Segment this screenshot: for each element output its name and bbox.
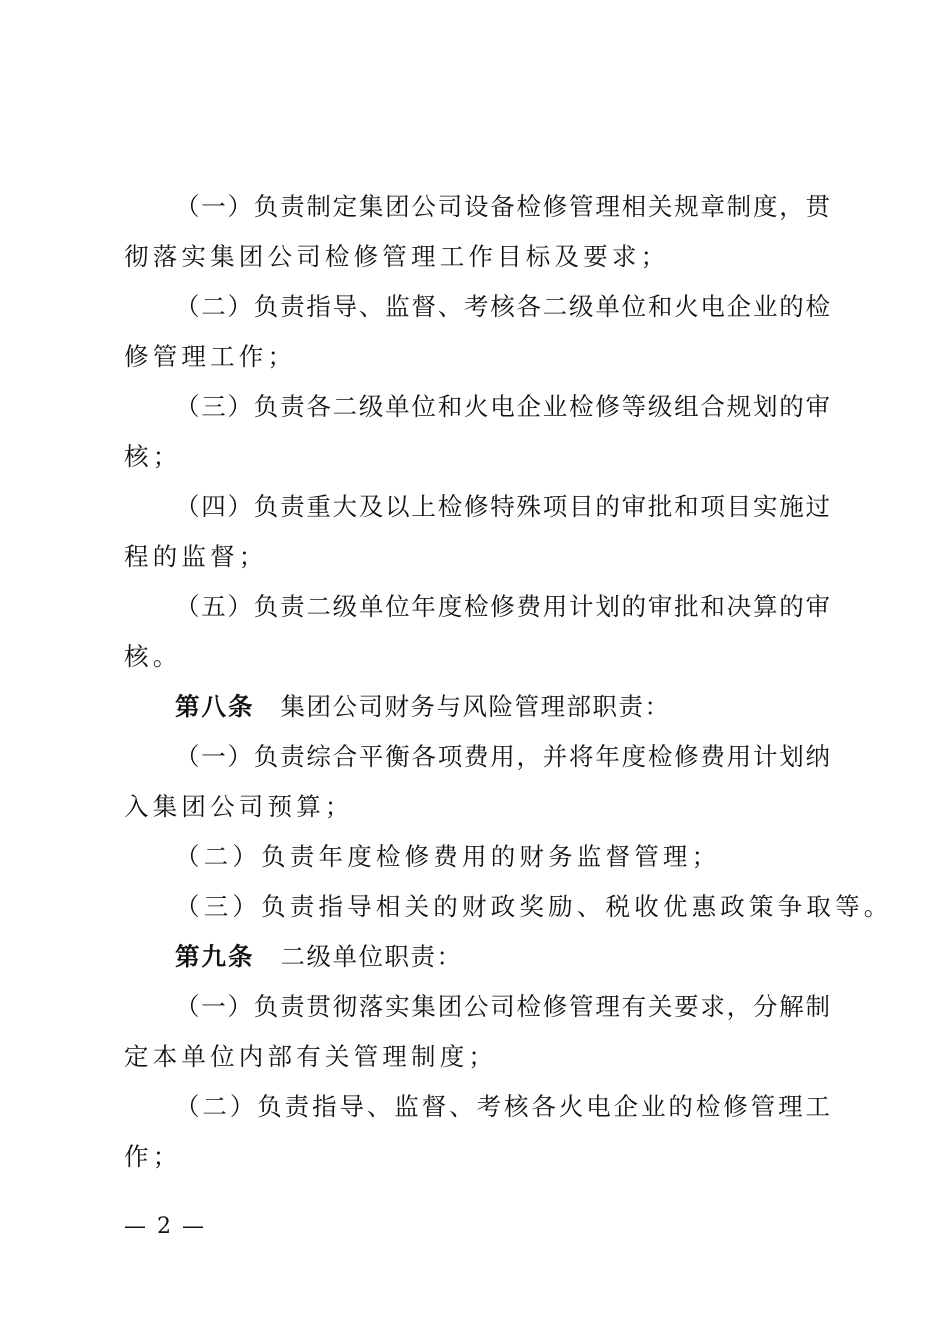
paragraph-line: （三）负责各二级单位和火电企业检修等级组合规划的审 (175, 392, 830, 421)
article-label: 第九条 (175, 942, 255, 971)
paragraph-line: （五）负责二级单位年度检修费用计划的审批和决算的审 (175, 592, 830, 621)
article-heading-nine (175, 941, 830, 973)
article-label: 第八条 (175, 692, 255, 721)
paragraph-line: 入集团公司预算； (124, 792, 354, 821)
paragraph-line: （三）负责指导相关的财政奖励、税收优惠政策争取等。 (175, 892, 893, 921)
article-heading-eight (175, 691, 830, 723)
paragraph-line: 程的监督； (124, 542, 268, 571)
paragraph-line: 作； (124, 1142, 182, 1171)
article-title: 集团公司财务与风险管理部职责： (280, 692, 671, 721)
paragraph-line: 修管理工作； (124, 342, 297, 371)
paragraph-line: 彻落实集团公司检修管理工作目标及要求； (124, 242, 670, 271)
paragraph-line: 核。 (124, 642, 182, 671)
paragraph-line: （二）负责年度检修费用的财务监督管理； (175, 842, 721, 871)
page-number: — 2 — (124, 1214, 206, 1239)
paragraph-line: （一）负责制定集团公司设备检修管理相关规章制度，贯 (175, 192, 830, 221)
paragraph-line: （一）负责贯彻落实集团公司检修管理有关要求，分解制 (175, 992, 830, 1021)
paragraph-line: （一）负责综合平衡各项费用，并将年度检修费用计划纳 (175, 742, 830, 771)
article-title: 二级单位职责： (280, 942, 463, 971)
paragraph-line: 定本单位内部有关管理制度； (124, 1042, 498, 1071)
paragraph-line: （四）负责重大及以上检修特殊项目的审批和项目实施过 (175, 492, 830, 521)
paragraph-line: （二）负责指导、监督、考核各二级单位和火电企业的检 (175, 292, 830, 321)
paragraph-line: 核； (124, 442, 182, 471)
paragraph-line: （二）负责指导、监督、考核各火电企业的检修管理工 (175, 1092, 830, 1121)
